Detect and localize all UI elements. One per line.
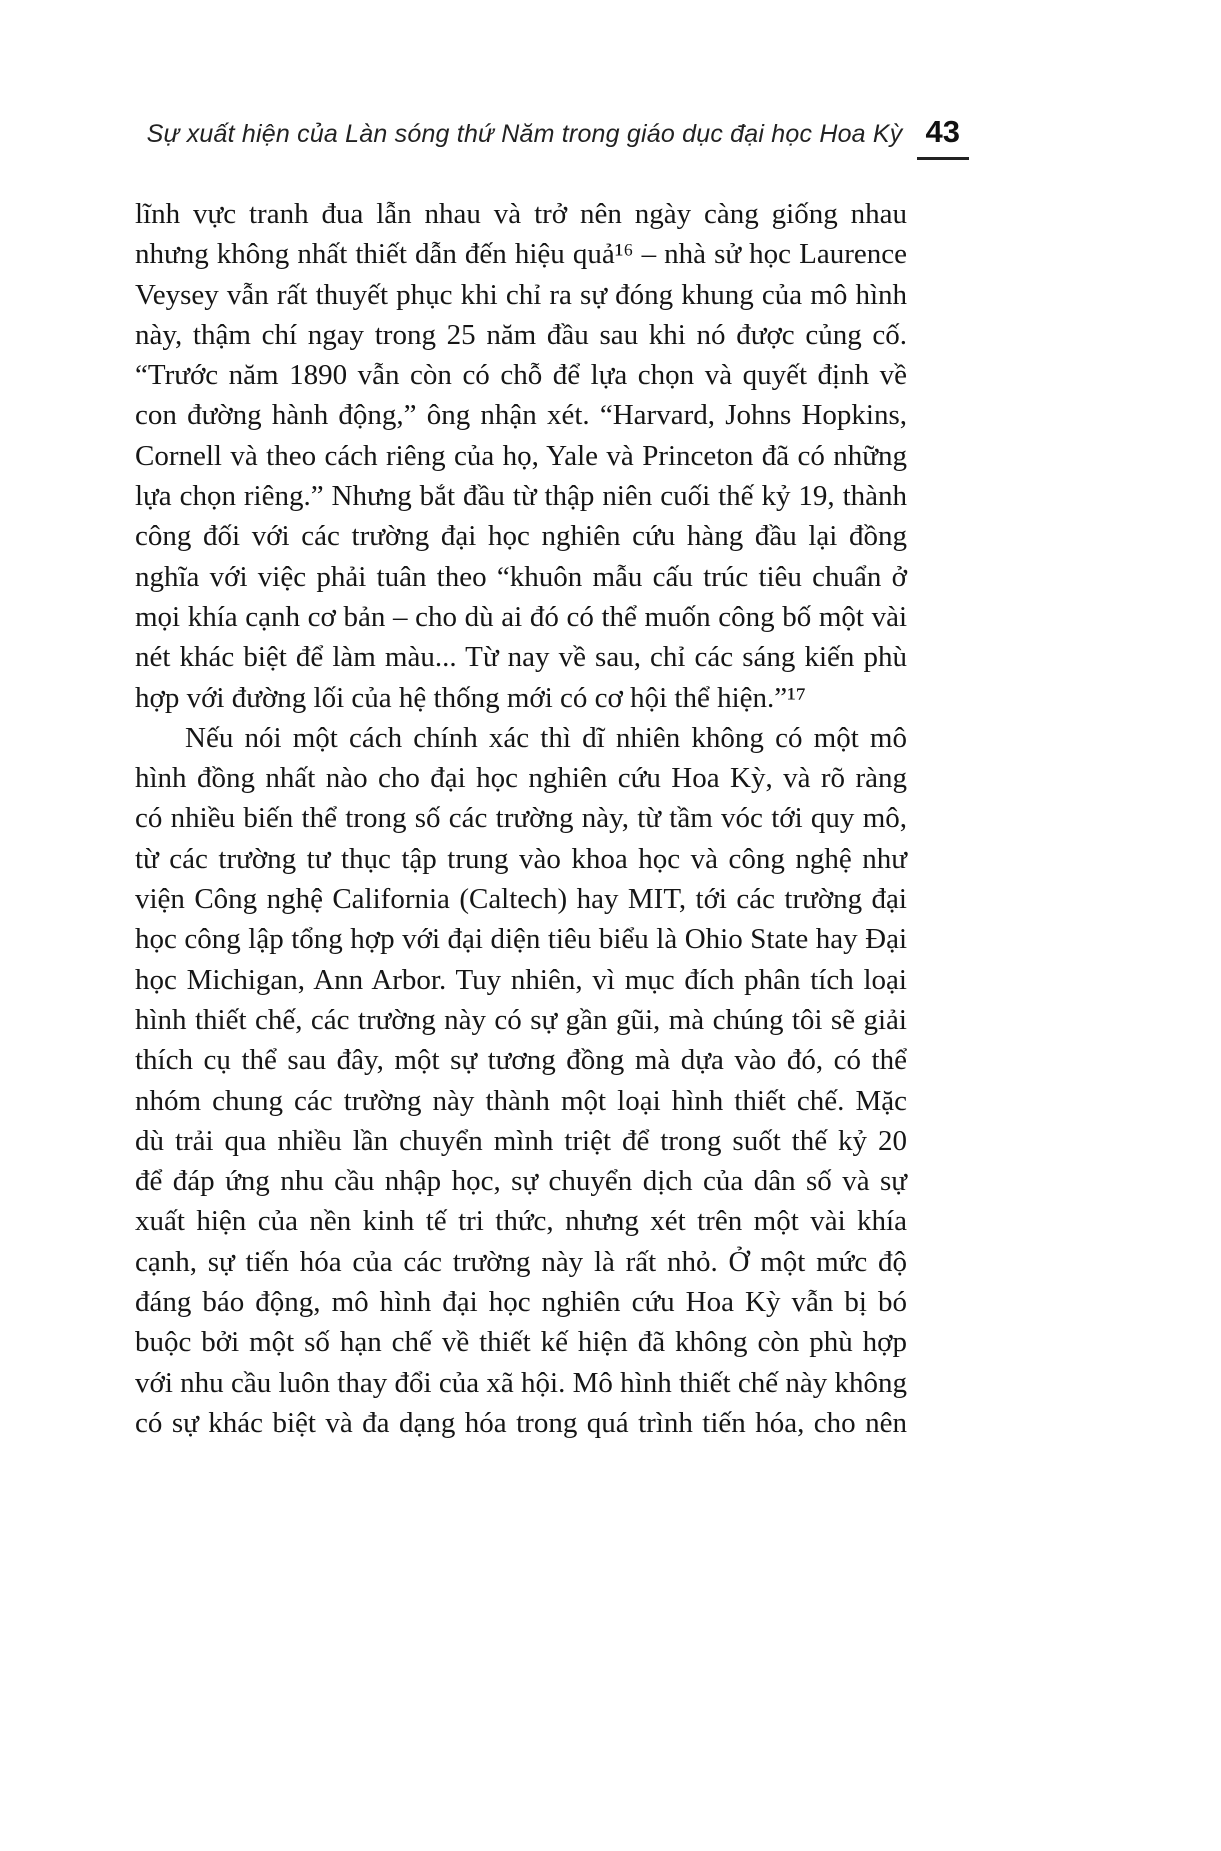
text-line: từ các trường tư thục tập trung vào khoa học và công nghệ như	[135, 842, 907, 875]
text-line: để đáp ứng nhu cầu nhập học, sự chuyển dịch của dân số và sự	[135, 1165, 907, 1198]
text-line: viện Công nghệ California (Caltech) hay MIT, tới các trường đại	[135, 883, 907, 916]
text-line: hợp với đường lối của hệ thống mới có cơ hội thể hiện.”¹⁷	[135, 681, 806, 714]
text-line: học Michigan, Ann Arbor. Tuy nhiên, vì mục đích phân tích loại	[135, 963, 907, 996]
text-line: “Trước năm 1890 vẫn còn có chỗ để lựa chọn và quyết định về	[135, 359, 907, 392]
text-line: buộc bởi một số hạn chế về thiết kế hiện đã không còn phù hợp	[135, 1326, 907, 1359]
text-line: công đối với các trường đại học nghiên cứu hàng đầu lại đồng	[135, 520, 907, 553]
text-line: nhưng không nhất thiết dẫn đến hiệu quả¹⁶ – nhà sử học Laurence	[135, 238, 907, 271]
text-line: học công lập tổng hợp với đại diện tiêu biểu là Ohio State hay Đại	[135, 923, 907, 956]
paragraph	[135, 718, 907, 1443]
page-header	[135, 114, 969, 160]
text-line: thích cụ thể sau đây, một sự tương đồng mà dựa vào đó, có thể	[135, 1044, 907, 1077]
page-number-rule	[917, 114, 969, 160]
text-line: hình đồng nhất nào cho đại học nghiên cứu Hoa Kỳ, và rõ ràng	[135, 762, 907, 795]
text-line: lĩnh vực tranh đua lẫn nhau và trở nên ngày càng giống nhau	[135, 198, 907, 230]
text-line: xuất hiện của nền kinh tế tri thức, nhưng xét trên một vài khía	[135, 1205, 907, 1238]
paragraph	[135, 194, 907, 718]
text-line: Cornell và theo cách riêng của họ, Yale và Princeton đã có những	[135, 439, 907, 472]
running-title: Sự xuất hiện của Làn sóng thứ Năm trong giáo dục đại học Hoa Kỳ	[146, 120, 903, 148]
text-line: Nếu nói một cách chính xác thì dĩ nhiên không có một mô	[185, 721, 907, 754]
page-number: 43	[925, 114, 960, 149]
text-line: con đường hành động,” ông nhận xét. “Harvard, Johns Hopkins,	[135, 399, 907, 432]
body-text	[135, 194, 907, 1443]
text-line: nghĩa với việc phải tuân theo “khuôn mẫu cấu trúc tiêu chuẩn ở	[135, 560, 907, 593]
text-line: Veysey vẫn rất thuyết phục khi chỉ ra sự đóng khung của mô hình	[135, 278, 907, 311]
text-line: với nhu cầu luôn thay đổi của xã hội. Mô hình thiết chế này không	[135, 1366, 907, 1399]
text-line: lựa chọn riêng.” Nhưng bắt đầu từ thập niên cuối thế kỷ 19, thành	[135, 480, 907, 513]
text-line: nhóm chung các trường này thành một loại hình thiết chế. Mặc	[135, 1084, 907, 1117]
text-line: đáng báo động, mô hình đại học nghiên cứu Hoa Kỳ vẫn bị bó	[135, 1286, 907, 1319]
text-line: này, thậm chí ngay trong 25 năm đầu sau khi nó được củng cố.	[135, 318, 907, 351]
text-line: có nhiều biến thể trong số các trường này, từ tầm vóc tới quy mô,	[135, 802, 907, 835]
text-line: dù trải qua nhiều lần chuyển mình triệt để trong suốt thế kỷ 20	[135, 1124, 907, 1157]
text-line: hình thiết chế, các trường này có sự gần gũi, mà chúng tôi sẽ giải	[135, 1003, 907, 1036]
text-line: cạnh, sự tiến hóa của các trường này là rất nhỏ. Ở một mức độ	[135, 1245, 907, 1278]
text-line: có sự khác biệt và đa dạng hóa trong quá trình tiến hóa, cho nên	[135, 1406, 907, 1439]
text-line: mọi khía cạnh cơ bản – cho dù ai đó có thể muốn công bố một vài	[135, 600, 907, 633]
text-line: nét khác biệt để làm màu... Từ nay về sau, chỉ các sáng kiến phù	[135, 641, 907, 674]
